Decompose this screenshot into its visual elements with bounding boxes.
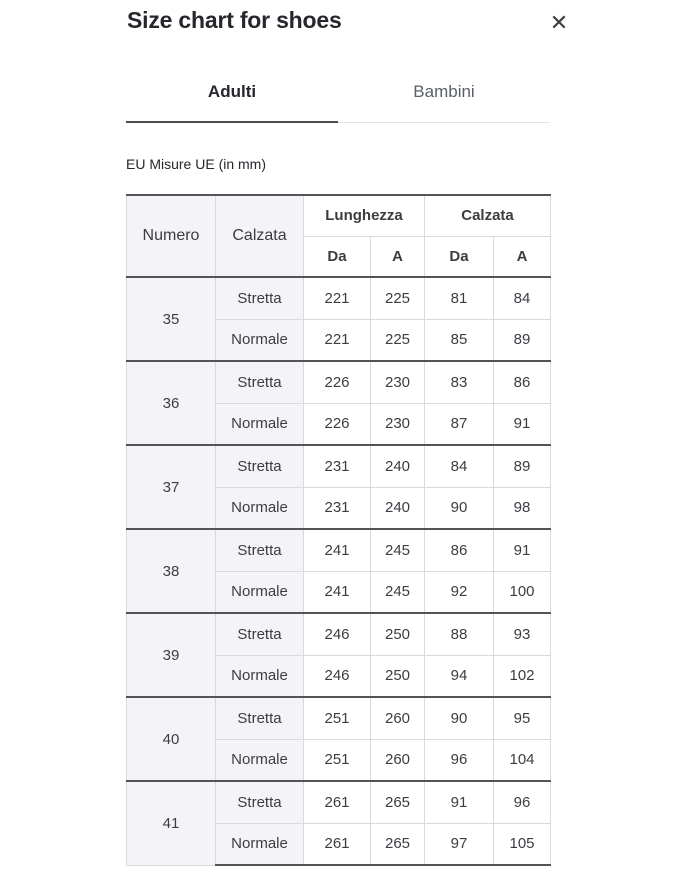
value-cell: 81 (425, 277, 494, 319)
size-cell: 36 (127, 361, 216, 445)
col-header-numero: Numero (127, 195, 216, 277)
value-cell: 91 (425, 781, 494, 823)
value-cell: 96 (425, 739, 494, 781)
fit-cell: Stretta (216, 361, 304, 403)
value-cell: 91 (494, 403, 551, 445)
tab-bar (126, 74, 550, 123)
value-cell: 230 (371, 361, 425, 403)
value-cell: 231 (304, 445, 371, 487)
size-cell: 37 (127, 445, 216, 529)
size-cell: 41 (127, 781, 216, 865)
value-cell: 245 (371, 529, 425, 571)
fit-cell: Stretta (216, 445, 304, 487)
size-cell: 40 (127, 697, 216, 781)
table-body (127, 277, 551, 865)
table-row (127, 277, 551, 319)
value-cell: 250 (371, 655, 425, 697)
value-cell: 231 (304, 487, 371, 529)
fit-cell: Normale (216, 739, 304, 781)
value-cell: 89 (494, 319, 551, 361)
value-cell: 225 (371, 319, 425, 361)
unit-note: EU Misure UE (in mm) (126, 156, 267, 172)
size-table (126, 194, 551, 866)
value-cell: 88 (425, 613, 494, 655)
col-group-lunghezza: Lunghezza (304, 195, 425, 236)
value-cell: 86 (494, 361, 551, 403)
value-cell: 246 (304, 655, 371, 697)
fit-cell: Stretta (216, 613, 304, 655)
value-cell: 230 (371, 403, 425, 445)
value-cell: 104 (494, 739, 551, 781)
value-cell: 105 (494, 823, 551, 865)
value-cell: 240 (371, 445, 425, 487)
value-cell: 84 (425, 445, 494, 487)
value-cell: 251 (304, 697, 371, 739)
value-cell: 102 (494, 655, 551, 697)
value-cell: 240 (371, 487, 425, 529)
value-cell: 265 (371, 781, 425, 823)
value-cell: 245 (371, 571, 425, 613)
fit-cell: Normale (216, 655, 304, 697)
page-title: Size chart for shoes (127, 7, 342, 33)
col-header-lunghezza-a: A (371, 236, 425, 277)
value-cell: 86 (425, 529, 494, 571)
value-cell: 261 (304, 823, 371, 865)
value-cell: 100 (494, 571, 551, 613)
table-header (127, 195, 551, 277)
value-cell: 251 (304, 739, 371, 781)
value-cell: 87 (425, 403, 494, 445)
value-cell: 93 (494, 613, 551, 655)
table-row (127, 697, 551, 739)
value-cell: 84 (494, 277, 551, 319)
fit-cell: Normale (216, 319, 304, 361)
value-cell: 260 (371, 697, 425, 739)
value-cell: 98 (494, 487, 551, 529)
fit-cell: Stretta (216, 529, 304, 571)
table-row (127, 361, 551, 403)
fit-cell: Stretta (216, 781, 304, 823)
value-cell: 265 (371, 823, 425, 865)
value-cell: 94 (425, 655, 494, 697)
fit-cell: Normale (216, 823, 304, 865)
fit-cell: Normale (216, 403, 304, 445)
fit-cell: Stretta (216, 277, 304, 319)
value-cell: 96 (494, 781, 551, 823)
value-cell: 95 (494, 697, 551, 739)
value-cell: 92 (425, 571, 494, 613)
table-row (127, 445, 551, 487)
col-group-calzata: Calzata (425, 195, 551, 236)
size-cell: 35 (127, 277, 216, 361)
size-cell: 38 (127, 529, 216, 613)
value-cell: 90 (425, 697, 494, 739)
tab-bambini[interactable]: Bambini (338, 74, 550, 123)
value-cell: 241 (304, 571, 371, 613)
value-cell: 226 (304, 403, 371, 445)
table-row (127, 613, 551, 655)
col-header-calzata: Calzata (216, 195, 304, 277)
tab-adulti[interactable]: Adulti (126, 74, 338, 123)
value-cell: 89 (494, 445, 551, 487)
col-header-lunghezza-da: Da (304, 236, 371, 277)
value-cell: 225 (371, 277, 425, 319)
col-header-calzata-da: Da (425, 236, 494, 277)
fit-cell: Stretta (216, 697, 304, 739)
value-cell: 261 (304, 781, 371, 823)
value-cell: 221 (304, 319, 371, 361)
value-cell: 260 (371, 739, 425, 781)
value-cell: 83 (425, 361, 494, 403)
close-icon[interactable]: ✕ (542, 6, 576, 40)
value-cell: 241 (304, 529, 371, 571)
value-cell: 90 (425, 487, 494, 529)
value-cell: 221 (304, 277, 371, 319)
fit-cell: Normale (216, 571, 304, 613)
value-cell: 250 (371, 613, 425, 655)
table-row (127, 529, 551, 571)
value-cell: 85 (425, 319, 494, 361)
fit-cell: Normale (216, 487, 304, 529)
table-row (127, 781, 551, 823)
size-cell: 39 (127, 613, 216, 697)
value-cell: 246 (304, 613, 371, 655)
value-cell: 91 (494, 529, 551, 571)
value-cell: 226 (304, 361, 371, 403)
col-header-calzata-a: A (494, 236, 551, 277)
value-cell: 97 (425, 823, 494, 865)
